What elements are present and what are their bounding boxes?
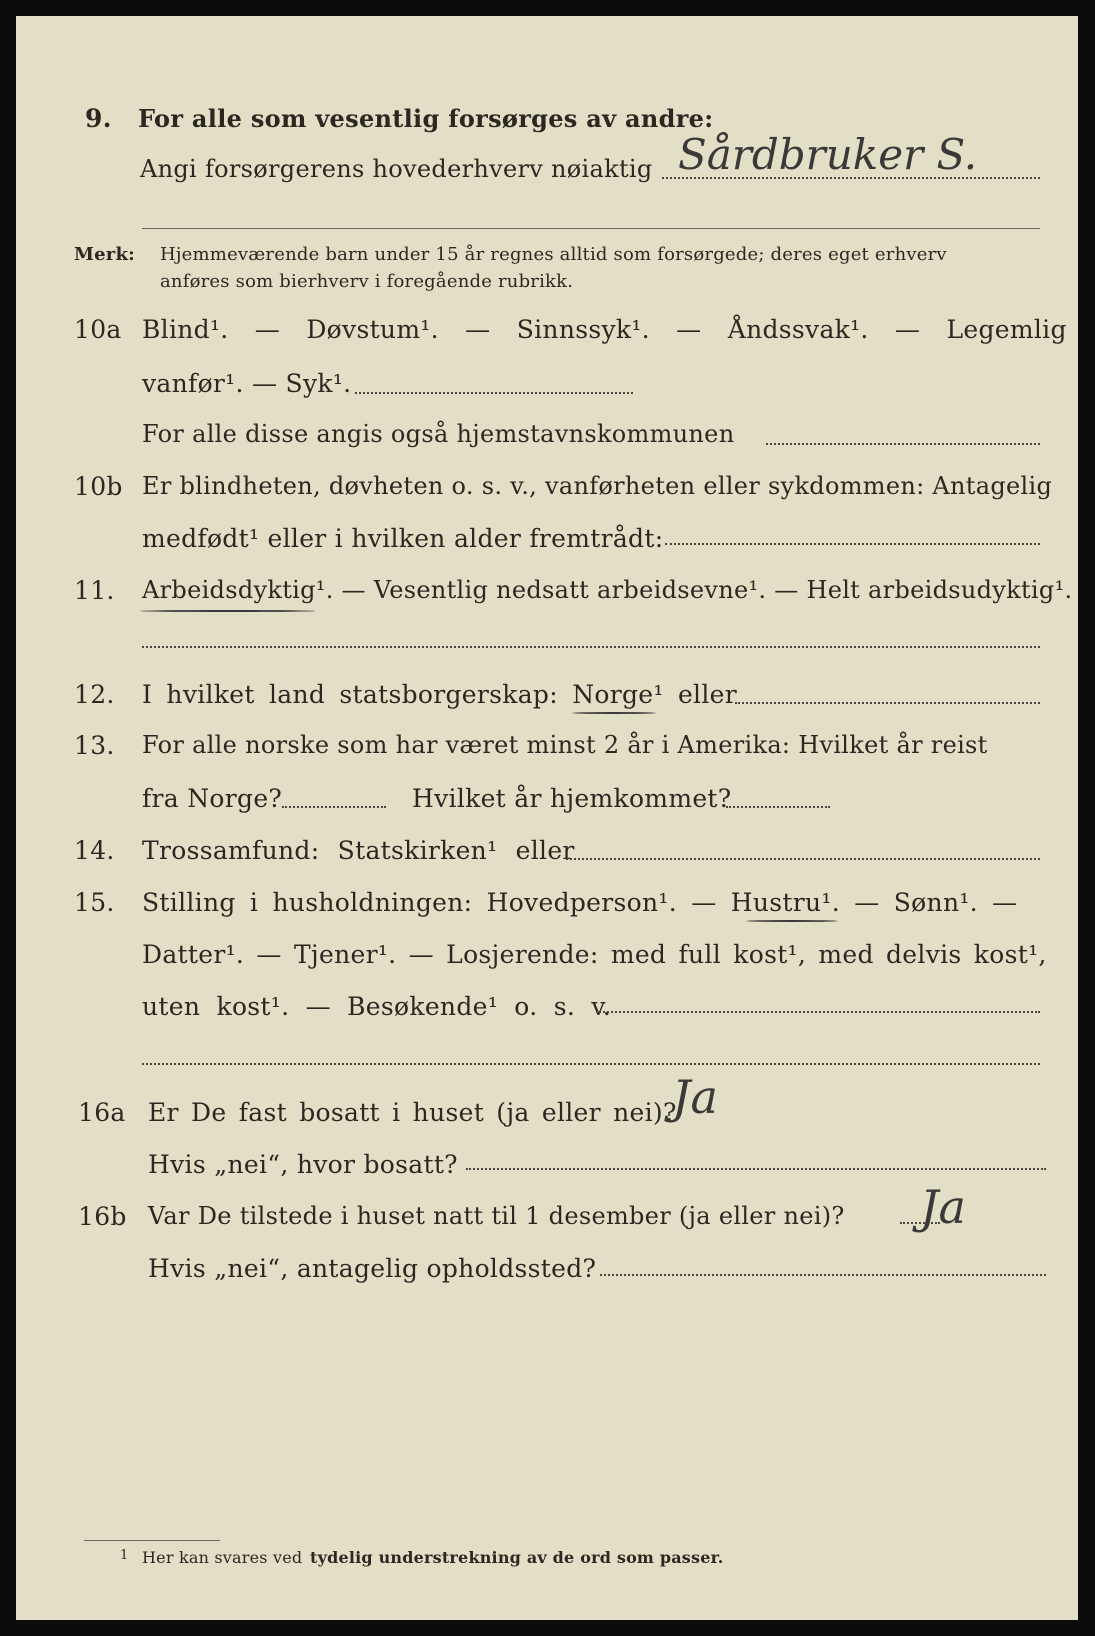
q10b-line1: Er blindheten, døvheten o. s. v., vanførheten eller sykdommen: Antagelig [142,472,1053,500]
q10b-answer-line [665,543,1040,545]
q13-number: 13. [74,731,115,760]
q13-reist-line [282,806,386,808]
q9-extra-line [142,228,1040,229]
q16a-number: 16a [78,1098,126,1127]
q16a-handwritten-answer: Ja [672,1070,718,1124]
footnote-rule [84,1540,220,1541]
q10a-number: 10a [74,315,122,344]
q16a-line2: Hvis „nei“, hvor bosatt? [148,1150,458,1179]
q10a-line3: For alle disse angis også hjemstavnskommunen [142,420,735,448]
q15-extra-line [142,1063,1040,1065]
q16b-number: 16b [78,1202,127,1231]
q13-line2a: fra Norge? [142,784,283,813]
q15-line3: uten kost¹. — Besøkende¹ o. s. v. [142,992,612,1021]
q16b-line1: Var De tilstede i huset natt til 1 desember (ja eller nei)? [148,1202,845,1230]
q16b-line2: Hvis „nei“, antagelig opholdssted? [148,1254,597,1283]
q9-line1: For alle som vesentlig forsørges av andre: [138,104,714,133]
q14-answer-line [566,858,1040,860]
q12-line1: I hvilket land statsborgerskap: Norge¹ eller [142,680,737,709]
footnote-mark: 1 [120,1548,129,1563]
q11-underline-arbeidsdyktig [140,610,315,612]
footnote-text-a: Her kan svares ved [142,1548,303,1567]
q10b-line2: medfødt¹ eller i hvilken alder fremtrådt: [142,524,664,553]
q13-line2b: Hvilket år hjemkommet? [412,784,732,813]
merk-label: Merk: [74,244,135,265]
q15-answer-line [596,1011,1040,1013]
q16b-opholdssted-line [600,1274,1046,1276]
q14-number: 14. [74,836,115,865]
q10a-syk-line [355,392,633,394]
q9-line2: Angi forsørgerens hovederhverv nøiaktig [140,155,653,183]
merk-line2: anføres som bierhverv i foregående rubrikk. [160,271,574,292]
footnote-text-b: tydelig understrekning av de ord som passer. [310,1548,724,1567]
q16a-bosatt-line [466,1168,1046,1170]
q15-line1: Stilling i husholdningen: Hovedperson¹. — Hustru¹. — Sønn¹. — [142,888,1018,917]
q12-answer-line [735,702,1040,704]
q9-handwritten-answer: Sårdbruker S. [678,130,978,179]
q11-line1: Arbeidsdyktig¹. — Vesentlig nedsatt arbeidsevne¹. — Helt arbeidsudyktig¹. [142,576,1073,604]
q9-number: 9. [85,104,112,133]
q13-hjemkommet-line [726,806,830,808]
q15-underline-hustru [746,920,838,922]
q15-number: 15. [74,888,115,917]
q10a-line2: vanfør¹. — Syk¹. [142,369,352,398]
q11-extra-line [142,646,1040,648]
q10b-number: 10b [74,472,123,501]
merk-line1: Hjemmeværende barn under 15 år regnes alltid som forsørgede; deres eget erhverv [160,244,947,265]
q13-line1: For alle norske som har været minst 2 år i Amerika: Hvilket år reist [142,731,988,759]
q12-underline-norge [572,712,656,714]
q11-number: 11. [74,576,115,605]
q12-number: 12. [74,680,115,709]
q15-line2: Datter¹. — Tjener¹. — Losjerende: med full kost¹, med delvis kost¹, [142,940,1047,969]
q16b-handwritten-answer: Ja [920,1180,966,1234]
q14-line1: Trossamfund: Statskirken¹ eller [142,836,575,865]
q10a-hjemstavn-line [766,443,1040,445]
q16a-line1: Er De fast bosatt i huset (ja eller nei)? [148,1098,677,1127]
q10a-line1: Blind¹. — Døvstum¹. — Sinnssyk¹. — Åndssvak¹. — Legemlig [142,315,1067,344]
